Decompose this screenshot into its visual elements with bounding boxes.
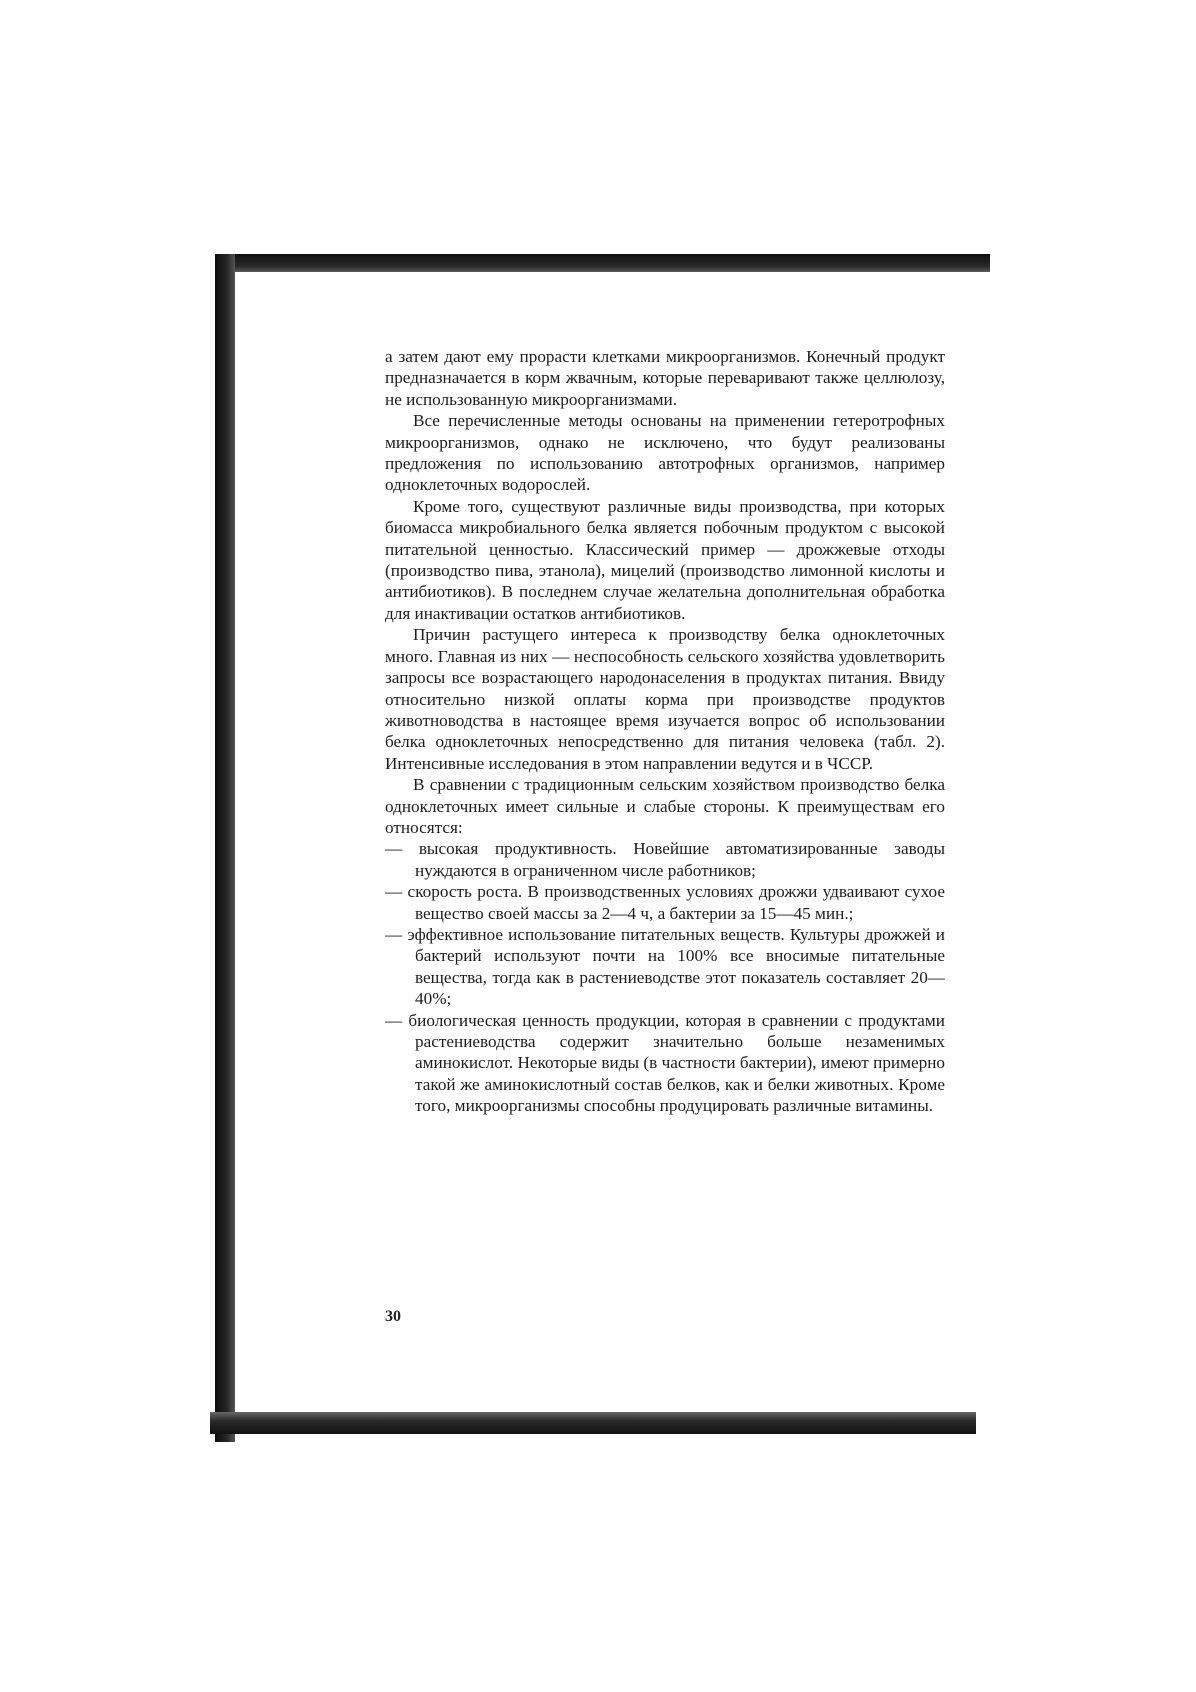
scan-border-bottom	[210, 1412, 976, 1434]
list-item: — скорость роста. В производственных условиях дрожжи удваивают сухое вещество своей массы за 2—4 ч, а бактерии за 15—45 мин.;	[385, 882, 945, 923]
scan-border-left	[215, 254, 235, 1442]
scan-border-top	[215, 254, 990, 272]
paragraph: В сравнении с традиционным сельским хозяйством производство белка одноклеточных имеет сильные и слабые стороны. К преимуществам его относятся:	[385, 775, 945, 837]
paragraph: Все перечисленные методы основаны на применении гетеротрофных микроорганизмов, однако не исключено, что будут реализованы предложения по использованию автотрофных организмов, например одноклеточных водорослей.	[385, 411, 945, 495]
list-item: — высокая продуктивность. Новейшие автоматизированные заводы нуждаются в ограниченном числе работников;	[385, 839, 945, 880]
list-item: — эффективное использование питательных веществ. Культуры дрожжей и бактерий используют почти на 100% все вносимые питательные вещества, тогда как в растениеводстве этот показатель составляет 20—40%;	[385, 924, 945, 1009]
page-number: 30	[385, 1308, 401, 1325]
paragraph: Кроме того, существуют различные виды производства, при которых биомасса микробиального белка является побочным продуктом с высокой питательной ценностью. Классический пример — дрожжевые отходы (производство пива, этанола), мицелий (производство лимонной кислоты и антибиотиков). В последнем случае желательна дополнительная обработка для инактивации остатков антибиотиков.	[385, 496, 945, 623]
page-text-block	[385, 346, 945, 1117]
paragraph-continuation: а затем дают ему прорасти клетками микроорганизмов. Конечный продукт предназначается в корм жвачным, которые переваривают также целлюлозу, не использованную микроорганизмами.	[385, 347, 945, 409]
paragraph: Причин растущего интереса к производству белка одноклеточных много. Главная из них — неспособность сельского хозяйства удовлетворить запросы все возрастающего народонаселения в продуктах питания. Ввиду относительно низкой оплаты корма при производстве продуктов животноводства в настоящее время изучается вопрос об использовании белка одноклеточных непосредственно для питания человека (табл. 2). Интенсивные исследования в этом направлении ведутся и в ЧССР.	[385, 625, 945, 773]
list-item: — биологическая ценность продукции, которая в сравнении с продуктами растениеводства содержит значительно больше незаменимых аминокислот. Некоторые виды (в частности бактерии), имеют примерно такой же аминокислотный состав белков, как и белки животных. Кроме того, микроорганизмы способны продуцировать различные витамины.	[385, 1010, 945, 1116]
